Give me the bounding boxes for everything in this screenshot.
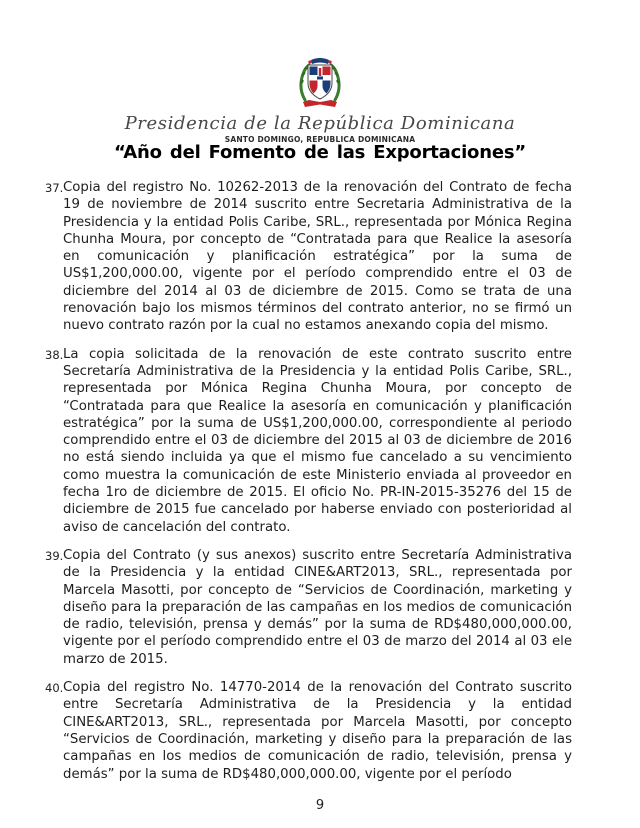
page-number: 9	[315, 798, 325, 813]
item-number: 40.	[45, 681, 64, 696]
coat-of-arms-icon	[297, 56, 343, 110]
item-text: La copia solicitada de la renovación de este contrato suscrito entre Secretaría Administrativa de la Presidencia y la entidad Polis Caribe, SRL., representada por Mónica Regina Chunha Moura, por concepto de “Contratada para que Realice la asesoría en comunicación y planificación estratégica” por la suma de US$1,200,000.00, correspondiente al periodo comprendido entre el 03 de diciembre del 2015 al 03 de diciembre de 2016 no está siendo incluida ya que el mismo fue cancelado a su vencimiento como muestra la comunicación de este Ministerio enviada al proveedor en fecha 1ro de diciembre de 2015. El oficio No. PR-IN-2015-35276 del 15 de diciembre de 2015 fue cancelado por haberse enviado con posterioridad al aviso de cancelación del contrato.	[63, 346, 572, 535]
location-subtitle: SANTO DOMINGO, REPUBLICA DOMINICANA	[224, 135, 416, 144]
item-number: 39.	[45, 548, 64, 563]
year-motto-title: “Año del Fomento de las Exportaciones”	[114, 142, 526, 163]
list-item-39	[45, 547, 572, 668]
item-text: Copia del registro No. 10262-2013 de la renovación del Contrato de fecha 19 de noviembre de 2014 suscrito entre Secretaria Administrativa de la Presidencia y la entidad Polis Caribe, SRL., representada por Mónica Regina Chunha Moura, por concepto de “Contratada para que Realice la asesoría en comunicación y planificación estratégica” por la suma de US$1,200,000.00, vigente por el período comprendido entre el 03 de diciembre del 2014 al 03 de diciembre de 2015. Como se trata de una renovación bajo los mismos términos del contrato anterior, no se firmó un nuevo contrato razón por la cual no estamos anexando copia del mismo.	[63, 180, 572, 334]
item-text: Copia del Contrato (y sus anexos) suscrito entre Secretaría Administrativa de la Presidencia y la entidad CINE&ART2013, SRL., representada por Marcela Masotti, por concepto de “Servicios de Coordinación, marketing y diseño para la preparación de las campañas en los medios de comunicación de radio, televisión, prensa y demás” por la suma de RD$480,000,000.00, vigente por el período comprendido entre el 03 de marzo del 2014 al 03 ele marzo de 2015.	[63, 547, 572, 667]
institution-title: Presidencia de la República Dominicana	[124, 113, 516, 134]
list-item-38	[45, 346, 572, 536]
item-number: 38.	[45, 347, 64, 362]
item-text: Copia del registro No. 14770-2014 de la renovación del Contrato suscrito entre Secretaría Administrativa de la Presidencia y la entidad CINE&ART2013, SRL., representada por Marcela Masotti, por concepto “Servicios de Coordinación, marketing y diseño para la preparación de las campañas en los medios de comunicación de radio, televisión, prensa y demás” por la suma de RD$480,000,000.00, vigente por el período	[63, 680, 572, 782]
numbered-paragraph-list	[45, 179, 572, 783]
item-number: 37.	[45, 181, 64, 195]
list-item-40	[45, 679, 572, 783]
list-item-37	[45, 179, 572, 335]
